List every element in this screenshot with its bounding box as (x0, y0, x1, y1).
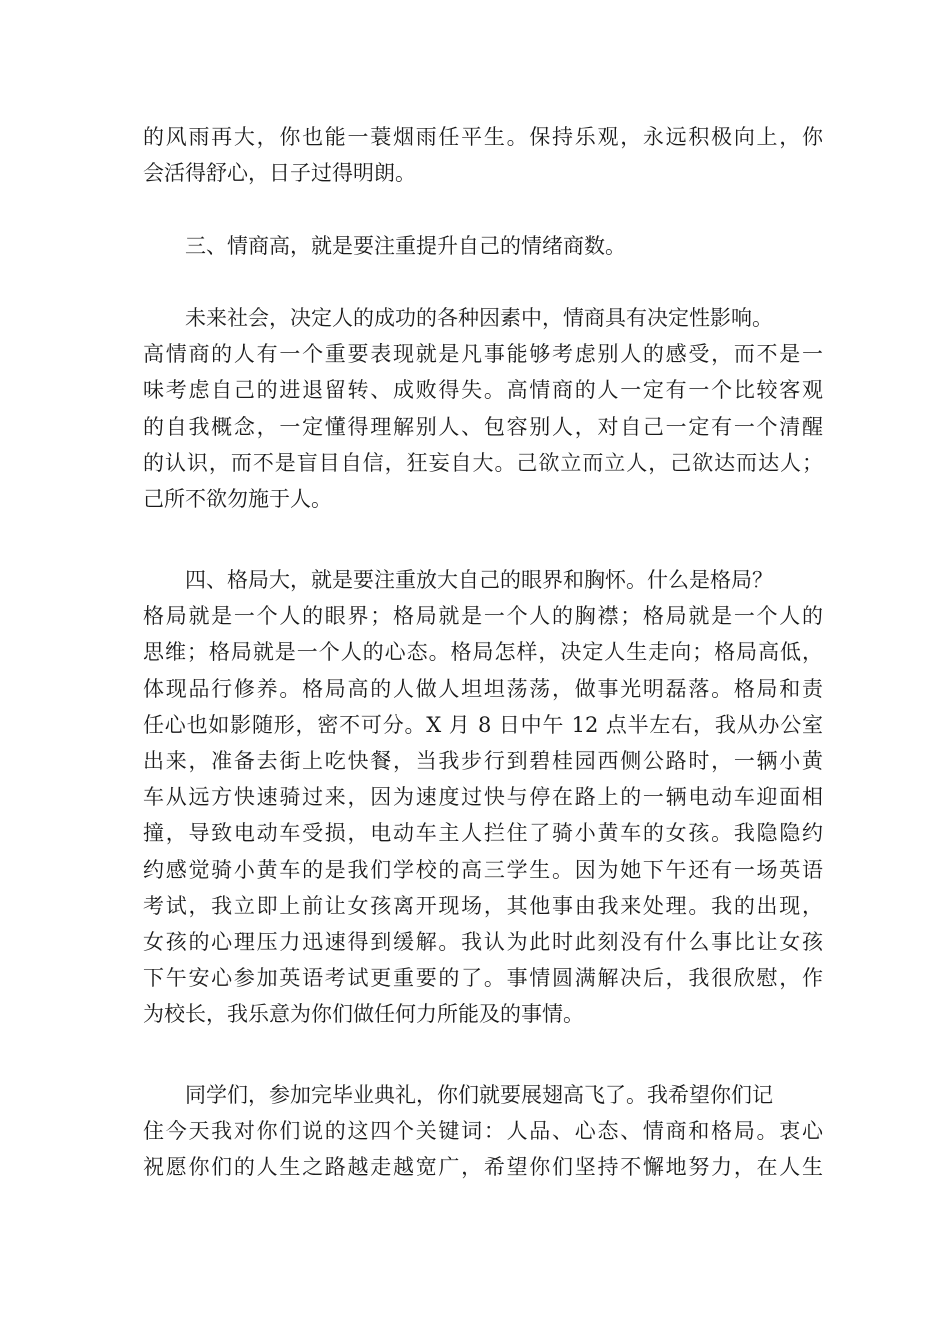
text-line: 约感觉骑小黄车的是我们学校的高三学生。因为她下午还有一场英语 (143, 857, 823, 882)
text-line: 出来，准备去街上吃快餐，当我步行到碧桂园西侧公路时，一辆小黄 (143, 749, 823, 774)
text-line: 祝愿你们的人生之路越走越宽广，希望你们坚持不懈地努力，在人生 (143, 1155, 823, 1180)
text-line: 四、格局大，就是要注重放大自己的眼界和胸怀。什么是格局？ (185, 568, 773, 592)
text-line: 为校长，我乐意为你们做任何力所能及的事情。 (143, 1002, 584, 1027)
text-line: 的自我概念，一定懂得理解别人、包容别人，对自己一定有一个清醒 (143, 414, 823, 439)
text-line: 高情商的人有一个重要表现就是凡事能够考虑别人的感受，而不是一 (143, 342, 823, 367)
section-heading-eq (143, 228, 823, 264)
text-line: 同学们，参加完毕业典礼，你们就要展翅高飞了。我希望你们记 (185, 1083, 773, 1107)
text-line: 住今天我对你们说的这四个关键词：人品、心态、情商和格局。衷心 (143, 1119, 823, 1144)
text-line: 思维；格局就是一个人的心态。格局怎样，决定人生走向；格局高低， (143, 640, 823, 665)
text-line: 体现品行修养。格局高的人做人坦坦荡荡，做事光明磊落。格局和责 (143, 676, 823, 701)
text-line: 会活得舒心，日子过得明朗。 (143, 161, 416, 186)
text-line: 车从远方快速骑过来，因为速度过快与停在路上的一辆电动车迎面相 (143, 785, 823, 810)
paragraph-closing-wishes (143, 1077, 823, 1186)
text-line: 格局就是一个人的眼界；格局就是一个人的胸襟；格局就是一个人的 (143, 604, 823, 629)
text-line: 下午安心参加英语考试更重要的了。事情圆满解决后，我很欣慰，作 (143, 966, 823, 991)
paragraph-vision (143, 562, 823, 1033)
text-line: 考试，我立即上前让女孩离开现场，其他事由我来处理。我的出现， (143, 893, 823, 918)
text-line: 的认识，而不是盲目自信，狂妄自大。己欲立而立人，己欲达而达人； (143, 450, 823, 475)
text-line: 任心也如影随形，密不可分。X 月 8 日中午 12 点半左右，我从办公室 (143, 712, 823, 737)
text-line: 未来社会，决定人的成功的各种因素中，情商具有决定性影响。 (185, 306, 773, 330)
text-line: 女孩的心理压力迅速得到缓解。我认为此时此刻没有什么事比让女孩 (143, 930, 823, 955)
text-line: 味考虑自己的进退留转、成败得失。高情商的人一定有一个比较客观 (143, 378, 823, 403)
paragraph-optimism-closing (143, 119, 823, 191)
text-line: 撞，导致电动车受损，电动车主人拦住了骑小黄车的女孩。我隐隐约 (143, 821, 823, 846)
text-line: 己所不欲勿施于人。 (143, 487, 332, 512)
text-line: 三、情商高，就是要注重提升自己的情绪商数。 (185, 234, 626, 258)
paragraph-eq (143, 300, 823, 517)
text-line: 的风雨再大，你也能一蓑烟雨任平生。保持乐观，永远积极向上，你 (143, 125, 823, 149)
